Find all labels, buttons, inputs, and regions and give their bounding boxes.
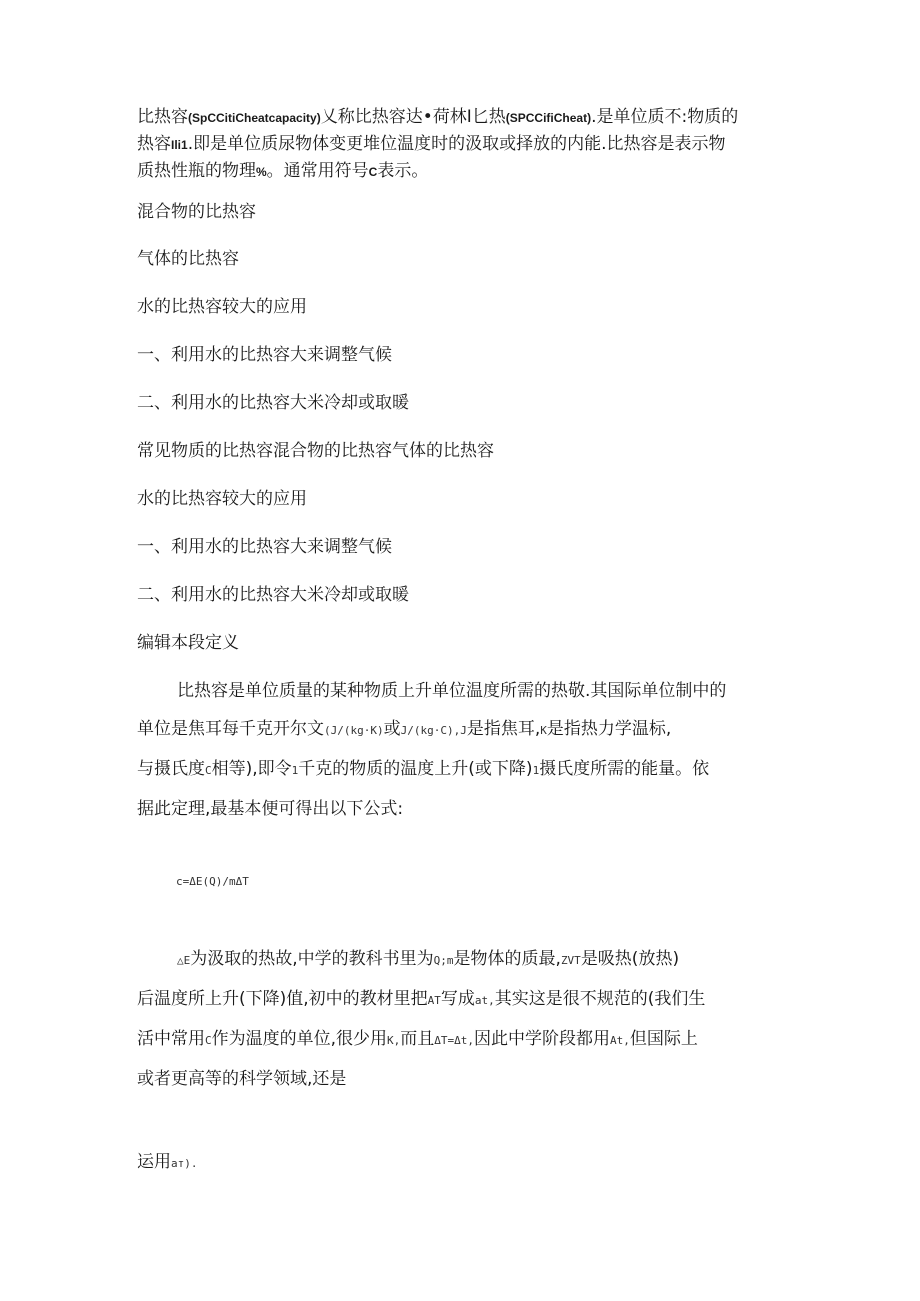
definition-line-4: 据此定理,最基本便可得出以下公式: xyxy=(137,799,404,819)
text: (J/(kg·K) xyxy=(324,724,384,737)
explanation-paragraph xyxy=(137,940,787,1098)
text: (SpCCitiCheatcapacity) xyxy=(188,111,321,125)
text: AT xyxy=(427,994,441,1007)
text: 与摄氏度 xyxy=(137,759,205,779)
definition-line-1: 比热容是单位质量的某种物质上升单位温度所需的热敬.其国际单位制中的 xyxy=(177,681,727,701)
definition-paragraph xyxy=(137,672,787,828)
text: % xyxy=(256,165,267,179)
text: 1 xyxy=(532,764,540,777)
heading-common-substances: 常见物质的比热容混合物的比热容气体的比热容 xyxy=(137,441,494,461)
text: Ili1 xyxy=(171,138,188,152)
text: 热容 xyxy=(137,134,171,154)
text: 。通常用符号 xyxy=(266,161,369,181)
intro-line-1 xyxy=(137,104,787,131)
heading-water-application: 水的比热容较大的应用 xyxy=(137,297,307,317)
text: at, xyxy=(474,994,495,1007)
text: 其实这是很不规范的(我们生 xyxy=(494,989,706,1009)
list-item-climate: 一、利用水的比热容大来调整气候 xyxy=(137,345,392,365)
text: △E xyxy=(177,954,191,967)
formula: c=ΔE(Q)/mΔT xyxy=(176,875,249,888)
intro-line-2 xyxy=(137,131,787,158)
text: 活中常用 xyxy=(137,1029,205,1049)
text: Q;m xyxy=(433,954,454,967)
text: 是吸热(放热) xyxy=(580,949,680,969)
explanation-line-2 xyxy=(137,980,787,1020)
text: 相等),即令 xyxy=(211,759,292,779)
text: ZVT xyxy=(560,954,581,967)
text: J/(kg·C) xyxy=(400,724,454,737)
text: C xyxy=(205,1034,212,1047)
definition-line-3 xyxy=(137,750,787,790)
text: C xyxy=(205,764,212,777)
text: 但国际上 xyxy=(629,1029,698,1049)
text: (SPCCifiCheat) xyxy=(505,111,592,125)
text: 后温度所上升(下降)值,初中的教材里把 xyxy=(137,989,428,1009)
text: 作为温度的单位,很少用 xyxy=(211,1029,388,1049)
text: 单位是焦耳每千克开尔文 xyxy=(137,719,324,739)
text: C xyxy=(368,165,378,179)
text: .是单位质不:物质的 xyxy=(591,107,739,127)
section-heading-definition: 编辑本段定义 xyxy=(137,633,239,653)
text: .即是单位质尿物体变更堆位温度时的汲取或择放的内能.比热容是表示物 xyxy=(187,134,726,154)
text: K xyxy=(540,724,547,737)
intro-line-3 xyxy=(137,158,787,185)
text: ΔT=Δt, xyxy=(434,1034,475,1047)
heading-water-application-2: 水的比热容较大的应用 xyxy=(137,489,307,509)
definition-line-2 xyxy=(137,710,787,750)
text: , xyxy=(453,724,461,737)
list-item-cooling: 二、利用水的比热容大米冷却或取暖 xyxy=(137,393,409,413)
heading-gas: 气体的比热容 xyxy=(137,249,239,269)
text: 比热容 xyxy=(137,107,188,127)
text: 乂称比热容达•荷林I匕热 xyxy=(320,107,506,127)
text: 是指焦耳, xyxy=(466,719,541,739)
explanation-line-4: 或者更高等的科学领域,还是 xyxy=(137,1069,347,1089)
text: 为汲取的热故,中学的教科书里为 xyxy=(190,949,434,969)
text: 是物体的质最, xyxy=(453,949,561,969)
text: 写成 xyxy=(440,989,475,1009)
text: K, xyxy=(387,1034,401,1047)
text: 千克的物质的温度上升(或下降) xyxy=(298,759,533,779)
text: 而且 xyxy=(400,1029,435,1049)
text: 摄氏度所需的能量。依 xyxy=(539,759,710,779)
list-item-climate-2: 一、利用水的比热容大来调整气候 xyxy=(137,537,392,557)
text: 是指热力学温标, xyxy=(546,719,672,739)
text: 表示。 xyxy=(377,161,429,181)
explanation-line-1 xyxy=(137,940,787,980)
explanation-tail xyxy=(137,1150,198,1176)
text: J xyxy=(460,724,467,737)
text: 1 xyxy=(291,764,299,777)
text: 因此中学阶段都用 xyxy=(474,1029,611,1049)
list-item-cooling-2: 二、利用水的比热容大米冷却或取暖 xyxy=(137,585,409,605)
text: 运用 xyxy=(137,1152,171,1172)
explanation-line-3 xyxy=(137,1020,787,1060)
heading-mixture: 混合物的比热容 xyxy=(137,202,256,222)
text: At, xyxy=(610,1034,630,1047)
text: 或 xyxy=(383,719,401,739)
intro-paragraph xyxy=(137,104,787,185)
text: 质热性瓶的物理 xyxy=(137,161,256,181)
text: aт). xyxy=(171,1157,198,1170)
